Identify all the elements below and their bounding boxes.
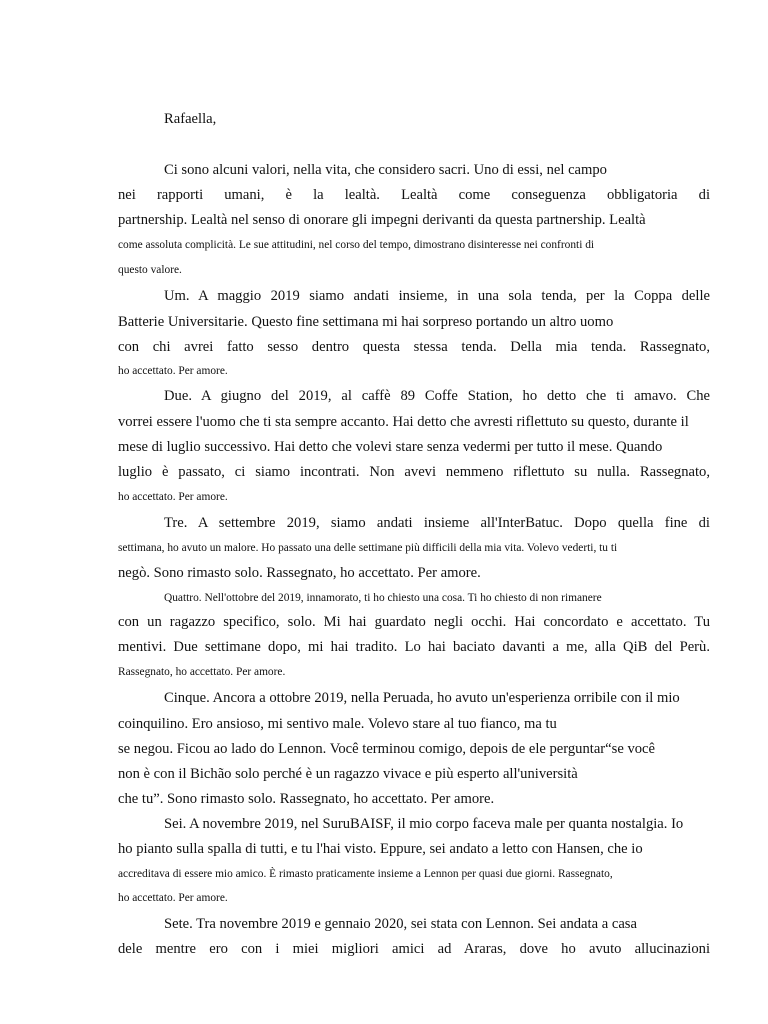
text-line: Tre. A settembre 2019, siamo andati insieme all'InterBatuc. Dopo quella fine di [164,515,710,531]
text-line: con un ragazzo specifico, solo. Mi hai guardato negli occhi. Hai concordato e accettato. Tu [118,614,710,630]
text-line: luglio è passato, ci siamo incontrati. Non avevi nemmeno riflettuto su nulla. Rassegnato, [118,464,710,480]
text-line: questo valore. [118,264,182,276]
text-line: Um. A maggio 2019 siamo andati insieme, in una sola tenda, per la Coppa delle [164,288,710,304]
text-line: ho accettato. Per amore. [118,892,228,904]
text-line: Batterie Universitarie. Questo fine settimana mi hai sorpreso portando un altro uomo [118,314,614,330]
text-line: mentivi. Due settimane dopo, mi hai tradito. Lo hai baciato davanti a me, alla QiB del Perù. [118,639,710,655]
text-line: ho accettato. Per amore. [118,365,228,377]
text-line: Rassegnato, ho accettato. Per amore. [118,666,286,678]
text-line: Due. A giugno del 2019, al caffè 89 Coffe Station, ho detto che ti amavo. Che [164,388,710,404]
text-line: con chi avrei fatto sesso dentro questa stessa tenda. Della mia tenda. Rassegnato, [118,339,710,355]
text-line: coinquilino. Ero ansioso, mi sentivo male. Volevo stare al tuo fianco, ma tu [118,716,557,732]
text-line: ho pianto sulla spalla di tutti, e tu l'hai visto. Eppure, sei andato a letto con Hansen, che io [118,841,643,857]
text-line: negò. Sono rimasto solo. Rassegnato, ho accettato. Per amore. [118,565,481,581]
text-line: partnership. Lealtà nel senso di onorare gli impegni derivanti da questa partnership. Lealtà [118,212,646,228]
text-line: ho accettato. Per amore. [118,491,228,503]
text-line: vorrei essere l'uomo che ti sta sempre accanto. Hai detto che avresti riflettuto su questo, durante il [118,414,689,430]
text-line: Sei. A novembre 2019, nel SuruBAISF, il mio corpo faceva male per quanta nostalgia. Io [164,816,684,832]
text-line: settimana, ho avuto un malore. Ho passato una delle settimane più difficili della mia vita. Volevo vederti, tu ti [118,542,618,554]
salutation: Rafaella, [164,111,217,127]
text-line: dele mentre ero con i miei migliori amici ad Araras, dove ho avuto allucinazioni [118,941,710,957]
text-line: se negou. Ficou ao lado do Lennon. Você terminou comigo, depois de ele perguntar“se você [118,741,655,757]
text-line: nei rapporti umani, è la lealtà. Lealtà come conseguenza obbligatoria di [118,187,710,203]
text-line: Cinque. Ancora a ottobre 2019, nella Peruada, ho avuto un'esperienza orribile con il mio [164,690,680,706]
text-line: Sete. Tra novembre 2019 e gennaio 2020, sei stata con Lennon. Sei andata a casa [164,916,637,932]
text-line: non è con il Bichão solo perché è un ragazzo vivace e più esperto all'università [118,766,578,782]
text-line: che tu”. Sono rimasto solo. Rassegnato, ho accettato. Per amore. [118,791,495,807]
text-line: mese di luglio successivo. Hai detto che volevi stare senza vedermi per tutto il mese. Quando [118,439,663,455]
text-line: Ci sono alcuni valori, nella vita, che considero sacri. Uno di essi, nel campo [164,162,607,178]
text-line: Quattro. Nell'ottobre del 2019, innamorato, ti ho chiesto una cosa. Ti ho chiesto di non rimanere [164,592,602,604]
text-line: accreditava di essere mio amico. È rimasto praticamente insieme a Lennon per quasi due giorni. Rassegnato, [118,868,613,880]
text-line: come assoluta complicità. Le sue attitudini, nel corso del tempo, dimostrano disinteresse nei confronti di [118,239,595,251]
